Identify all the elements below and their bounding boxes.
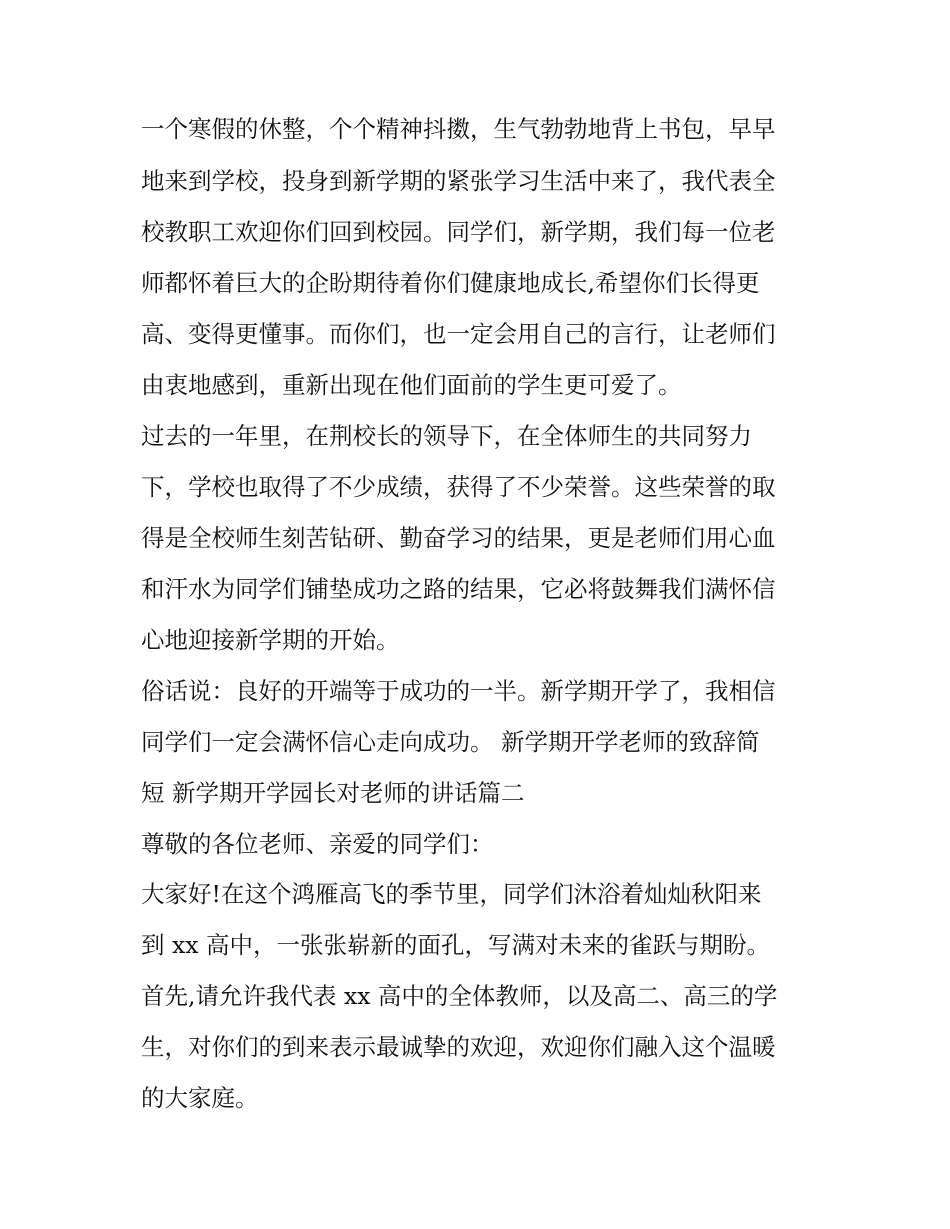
text-line: 尊敬的各位老师、亲爱的同学们： <box>141 830 494 858</box>
text-line: 校教职工欢迎你们回到校园。同学们，新学期，我们每一位老 <box>141 218 776 246</box>
text-line: 生，对你们的到来表示最诚挚的欢迎，欢迎你们融入这个温暖 <box>141 1033 776 1061</box>
text-line: 师都怀着巨大的企盼期待着你们健康地成长,希望你们长得更 <box>141 269 760 297</box>
text-line: 由衷地感到，重新出现在他们面前的学生更可爱了。 <box>141 371 682 399</box>
text-line: 和汗水为同学们铺垫成功之路的结果，它必将鼓舞我们满怀信 <box>141 575 776 603</box>
text-line: 地来到学校，投身到新学期的紧张学习生活中来了，我代表全 <box>141 167 776 195</box>
text-line: 同学们一定会满怀信心走向成功。 新学期开学老师的致辞简 <box>141 728 760 756</box>
text-line: 大家好!在这个鸿雁高飞的季节里，同学们沐浴着灿灿秋阳来 <box>141 880 762 908</box>
text-line: 下，学校也取得了不少成绩，获得了不少荣誉。这些荣誉的取 <box>141 473 776 501</box>
text-line: 到 xx 高中，一张张崭新的面孔，写满对未来的雀跃与期盼。 <box>141 931 770 959</box>
text-line: 一个寒假的休整，个个精神抖擞，生气勃勃地背上书包，早早 <box>141 115 776 143</box>
text-line: 过去的一年里，在荆校长的领导下，在全体师生的共同努力 <box>141 422 752 450</box>
text-line: 心地迎接新学期的开始。 <box>141 626 400 654</box>
text-line: 短 新学期开学园长对老师的讲话篇二 <box>141 779 525 807</box>
text-line: 首先,请允许我代表 xx 高中的全体教师，以及高二、高三的学 <box>141 982 778 1010</box>
text-line: 俗话说：良好的开端等于成功的一半。新学期开学了，我相信 <box>141 677 776 705</box>
text-line: 得是全校师生刻苦钻研、勤奋学习的结果，更是老师们用心血 <box>141 524 776 552</box>
text-line: 的大家庭。 <box>141 1084 259 1112</box>
text-line: 高、变得更懂事。而你们，也一定会用自己的言行，让老师们 <box>141 320 776 348</box>
